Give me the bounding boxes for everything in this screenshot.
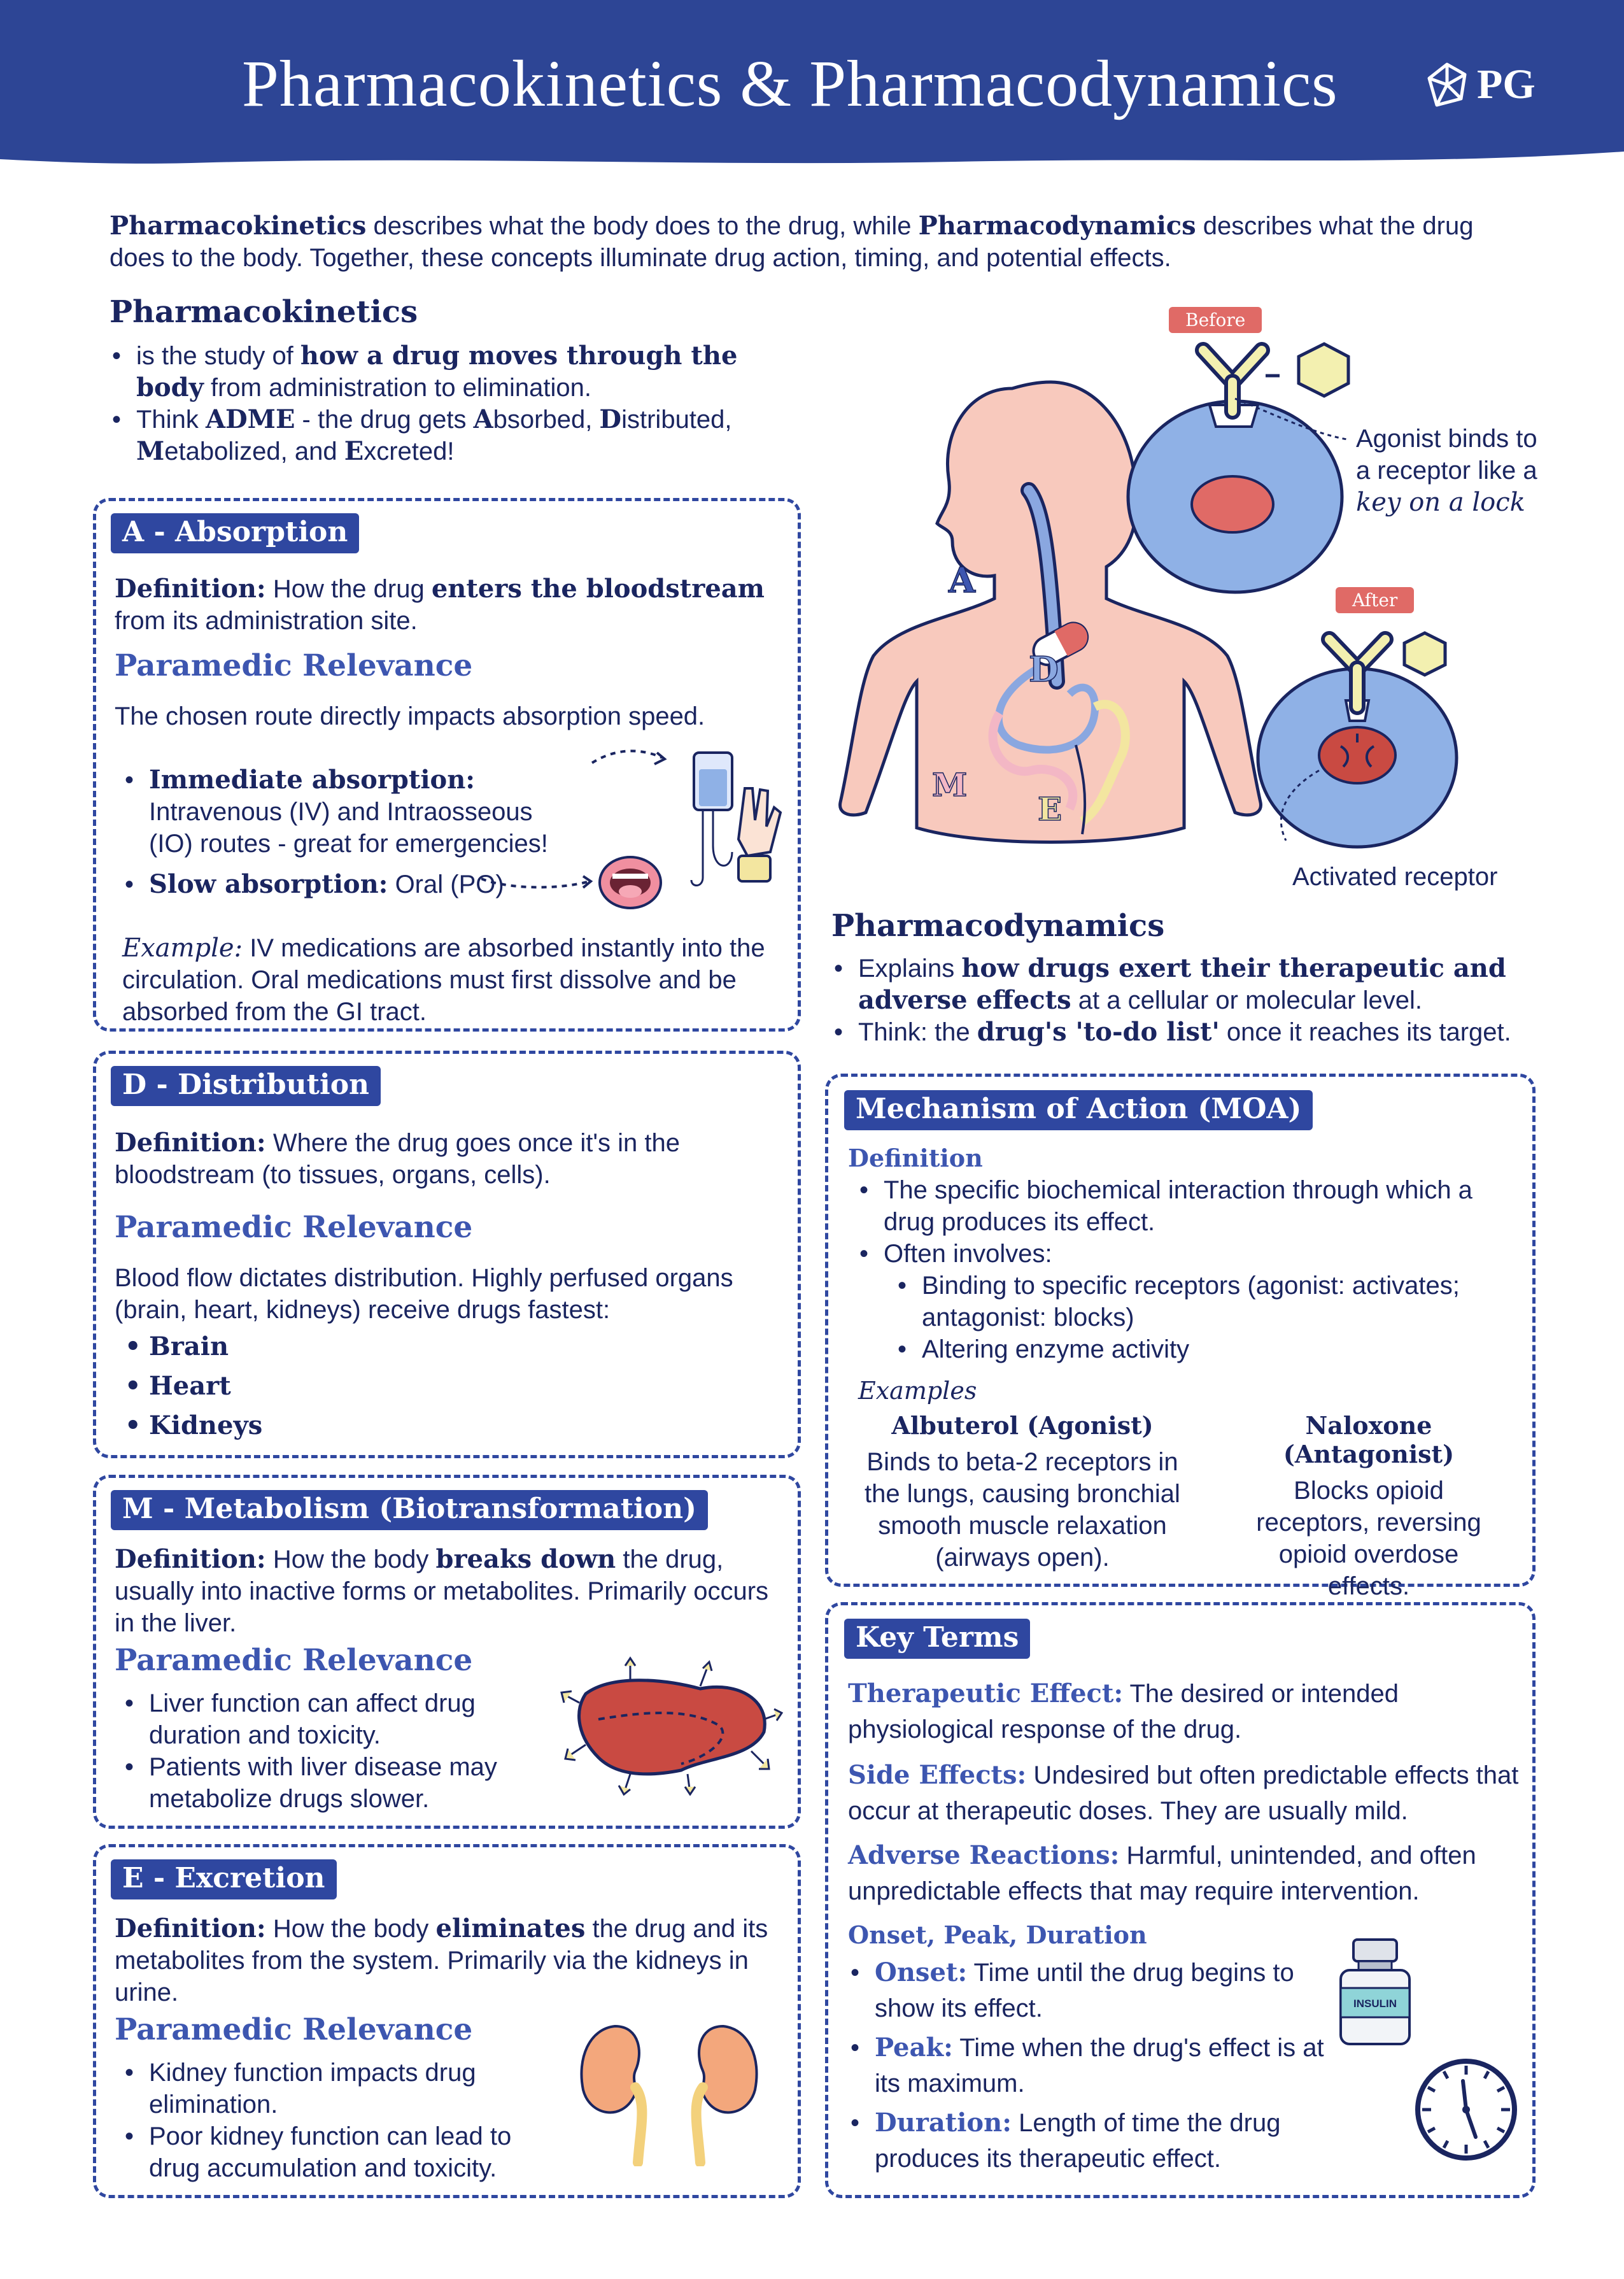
adme-letter-m: M	[932, 766, 968, 804]
metabolism-relevance-list	[122, 1687, 555, 1815]
distribution-relevance-heading: Paramedic Relevance	[115, 1210, 473, 1245]
after-label: After	[1336, 587, 1414, 613]
distribution-organ-list	[122, 1327, 504, 1445]
mouth-icon	[481, 853, 672, 917]
term-duration: • Duration: Length of time the drug produces its therapeutic effect.	[848, 2105, 1332, 2176]
logo-gem-icon	[1423, 60, 1471, 109]
agonist-caption: Agonist binds to a receptor like a key on a lock	[1356, 425, 1537, 517]
page-title: Pharmacokinetics & Pharmacodynamics	[242, 47, 1338, 120]
adme-letter-a: A	[949, 560, 975, 600]
adme-letter-d: D	[1029, 649, 1059, 690]
moa-definition-heading: Definition	[848, 1144, 983, 1172]
pd-bullet: • Think: the drug's 'to-do list' once it reaches its target.	[831, 1016, 1532, 1048]
pd-bullet: • Explains how drugs exert their therapeutic and adverse effects at a cellular or molecular level.	[831, 953, 1532, 1016]
distribution-definition: Definition: Where the drug goes once it's in the bloodstream (to tissues, organs, cells).	[115, 1128, 680, 1189]
moa-item: • The specific biochemical interaction through which a drug produces its effect.	[857, 1174, 1519, 1238]
pk-heading: Pharmacokinetics	[109, 294, 418, 330]
insulin-vial-icon	[1331, 1936, 1420, 2050]
logo-text: PG	[1477, 61, 1536, 108]
organ-item: • Kidneys	[122, 1406, 504, 1445]
opd-list	[848, 1955, 1332, 2176]
excretion-relevance-heading: Paramedic Relevance	[115, 2012, 473, 2047]
receptor-before-icon	[1108, 337, 1375, 605]
absorption-slow: • Slow absorption: Oral (PO)	[122, 869, 581, 900]
intro-text: describes what the body does to the drug, while	[366, 212, 919, 240]
intro-paragraph	[109, 210, 1510, 274]
insulin-label: INSULIN	[1353, 1998, 1397, 2010]
absorption-example: Example: IV medications are absorbed instantly into the circulation. Oral medications must first dissolve and be absorbed from the GI tract.	[122, 934, 765, 1026]
example-title: Albuterol (Agonist)	[891, 1411, 1154, 1440]
metabolism-definition: Definition: How the body breaks down the drug, usually into inactive forms or metabolites. Primarily occurs in the liver.	[115, 1544, 769, 1637]
example-text: Binds to beta-2 receptors in the lungs, causing bronchial smooth muscle relaxation (airways open).	[865, 1448, 1180, 1572]
term-therapeutic-effect: Therapeutic Effect: The desired or intended physiological response of the drug.	[848, 1679, 1399, 1743]
onset-peak-duration-heading: Onset, Peak, Duration	[848, 1920, 1147, 1949]
moa-example-albuterol	[857, 1411, 1188, 1573]
receptor-after-icon	[1248, 624, 1477, 853]
intro-term-pk: Pharmacokinetics	[109, 211, 367, 241]
term-side-effects: Side Effects: Undesired but often predictable effects that occur at therapeutic doses. They are usually mild.	[848, 1760, 1519, 1825]
liver-icon	[560, 1649, 783, 1796]
before-label: Before	[1169, 307, 1262, 333]
metabolism-relevance-heading: Paramedic Relevance	[115, 1643, 473, 1678]
moa-tag: Mechanism of Action (MOA)	[844, 1090, 1313, 1130]
excretion-item: • Kidney function impacts drug elimination.	[122, 2057, 555, 2120]
absorption-immediate: • Immediate absorption: Intravenous (IV) and Intraosseous (IO) routes - great for emergencies!	[122, 764, 581, 860]
pk-bullet: • Think ADME - the drug gets Absorbed, Distributed, Metabolized, and Excreted!	[109, 404, 797, 467]
pk-bullet: • is the study of how a drug moves through the body from administration to elimination.	[109, 340, 797, 404]
term-adverse-reactions: Adverse Reactions: Harmful, unintended, and often unpredictable effects that may require intervention.	[848, 1840, 1476, 1905]
absorption-definition: Definition: How the drug enters the bloodstream from its administration site.	[115, 574, 765, 635]
metabolism-tag: M - Metabolism (Biotransformation)	[111, 1490, 708, 1530]
organ-item: • Brain	[122, 1327, 504, 1367]
clock-icon	[1412, 2055, 1520, 2164]
absorption-relevance-heading: Paramedic Relevance	[115, 648, 473, 683]
excretion-tag: E - Excretion	[111, 1859, 337, 1899]
excretion-definition: Definition: How the body eliminates the drug and its metabolites from the system. Primarily via the kidneys in urine.	[115, 1913, 768, 2006]
moa-example-naloxone	[1216, 1411, 1522, 1602]
example-text: Blocks opioid receptors, reversing opioid overdose effects.	[1256, 1477, 1481, 1600]
moa-definition-list	[857, 1174, 1519, 1270]
distribution-tag: D - Distribution	[111, 1066, 381, 1106]
adme-letter-e: E	[1038, 790, 1063, 828]
excretion-item: • Poor kidney function can lead to drug accumulation and toxicity.	[122, 2120, 555, 2184]
key-terms-tag: Key Terms	[844, 1619, 1030, 1659]
excretion-relevance-list	[122, 2057, 555, 2184]
moa-examples-heading: Examples	[858, 1377, 977, 1405]
moa-sublist	[895, 1270, 1519, 1365]
pd-heading: Pharmacodynamics	[831, 908, 1165, 944]
distribution-relevance-text: Blood flow dictates distribution. Highly perfused organs (brain, heart, kidneys) receive drugs fastest:	[115, 1264, 733, 1324]
absorption-relevance-text: The chosen route directly impacts absorption speed.	[115, 702, 705, 730]
pk-bullets	[109, 340, 797, 467]
term-onset: • Onset: Time until the drug begins to show its effect.	[848, 1955, 1332, 2026]
example-title: Naloxone (Antagonist)	[1283, 1411, 1455, 1468]
organ-item: • Heart	[122, 1367, 504, 1406]
intro-term-pd: Pharmacodynamics	[918, 211, 1196, 241]
kidneys-icon	[577, 2013, 761, 2166]
moa-subitem: • Altering enzyme activity	[895, 1333, 1519, 1365]
absorption-tag: A - Absorption	[111, 513, 359, 553]
intro-text: describes what the drug does to the body. Together, these concepts illuminate drug action, timing, and potential effects.	[109, 212, 1474, 272]
metabolism-item: • Patients with liver disease may metabolize drugs slower.	[122, 1751, 555, 1815]
activated-receptor-caption: Activated receptor	[1292, 863, 1498, 891]
pd-bullets	[831, 953, 1532, 1048]
moa-item: • Often involves:	[857, 1238, 1519, 1270]
moa-subitem: • Binding to specific receptors (agonist: activates; antagonist: blocks)	[895, 1270, 1519, 1333]
term-peak: • Peak: Time when the drug's effect is at its maximum.	[848, 2030, 1332, 2101]
metabolism-item: • Liver function can affect drug duration and toxicity.	[122, 1687, 555, 1751]
